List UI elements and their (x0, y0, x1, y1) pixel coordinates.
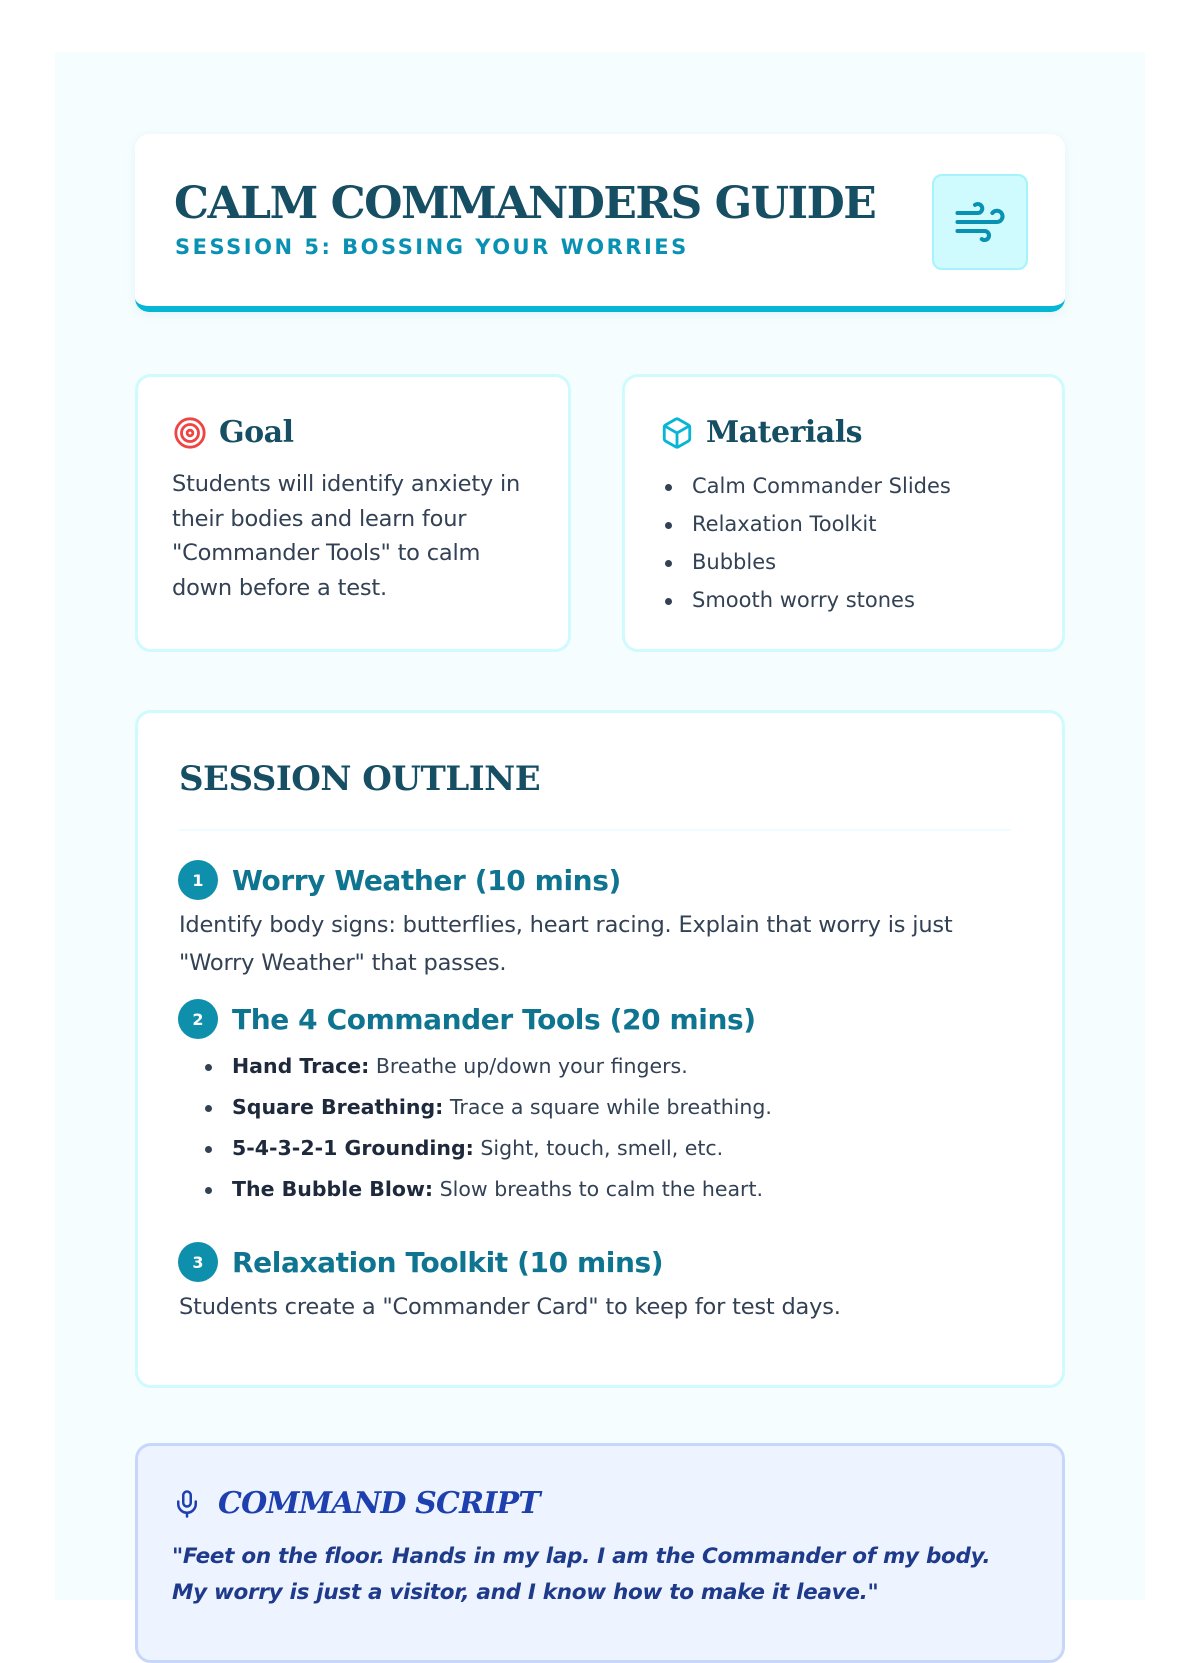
step-description: Identify body signs: butterflies, heart racing. Explain that worry is just "Worry Weather" that passes. (179, 912, 953, 976)
goal-title: Goal (219, 415, 294, 450)
tool-text: Sight, touch, smell, etc. (480, 1136, 724, 1160)
step-2-header (178, 999, 756, 1039)
outline-title: SESSION OUTLINE (179, 759, 541, 799)
wind-icon (953, 195, 1007, 249)
materials-card (622, 374, 1065, 652)
step-title: The 4 Commander Tools (20 mins) (232, 1002, 756, 1036)
tool-name: Square Breathing: (232, 1095, 444, 1119)
wind-icon-box (932, 174, 1028, 270)
tool-name: 5-4-3-2-1 Grounding: (232, 1136, 474, 1160)
step-number-badge: 1 (178, 860, 218, 900)
step-number-badge: 3 (178, 1242, 218, 1282)
tool-text: Slow breaths to calm the heart. (439, 1177, 764, 1201)
page-title: CALM COMMANDERS GUIDE (174, 178, 876, 229)
list-item (200, 1128, 772, 1169)
list-item (200, 1087, 772, 1128)
session-outline-card (135, 710, 1065, 1388)
goal-text: Students will identify anxiety in their bodies and learn four "Commander Tools" to calm down before a test. (172, 471, 521, 601)
step-number-badge: 2 (178, 999, 218, 1039)
materials-title: Materials (706, 415, 863, 450)
page-subtitle: SESSION 5: BOSSING YOUR WORRIES (175, 235, 689, 259)
step-title: Relaxation Toolkit (10 mins) (232, 1245, 664, 1279)
list-item: Bubbles (660, 543, 951, 581)
list-item: Smooth worry stones (660, 581, 951, 619)
list-item (200, 1169, 772, 1210)
tool-name: Hand Trace: (232, 1054, 370, 1078)
divider (179, 829, 1011, 831)
tool-name: The Bubble Blow: (232, 1177, 434, 1201)
materials-list (660, 467, 951, 619)
goal-card (135, 374, 571, 652)
list-item (200, 1046, 772, 1087)
commander-tools-list (200, 1046, 772, 1210)
command-script-card (135, 1443, 1065, 1663)
step-title: Worry Weather (10 mins) (232, 863, 621, 897)
header-card (135, 134, 1065, 312)
box-icon (660, 416, 694, 450)
script-title: COMMAND SCRIPT (218, 1486, 540, 1521)
script-text: "Feet on the floor. Hands in my lap. I am the Commander of my body. My worry is just a visitor, and I know how to make it leave." (172, 1544, 991, 1605)
tool-text: Breathe up/down your fingers. (375, 1054, 688, 1078)
step-description: Students create a "Commander Card" to keep for test days. (179, 1294, 841, 1320)
step-1-header (178, 860, 621, 900)
step-3-header (178, 1242, 663, 1282)
tool-text: Trace a square while breathing. (449, 1095, 772, 1119)
target-icon (173, 416, 207, 450)
page-background (55, 52, 1145, 1605)
list-item: Calm Commander Slides (660, 467, 951, 505)
microphone-icon (172, 1488, 202, 1520)
list-item: Relaxation Toolkit (660, 505, 951, 543)
